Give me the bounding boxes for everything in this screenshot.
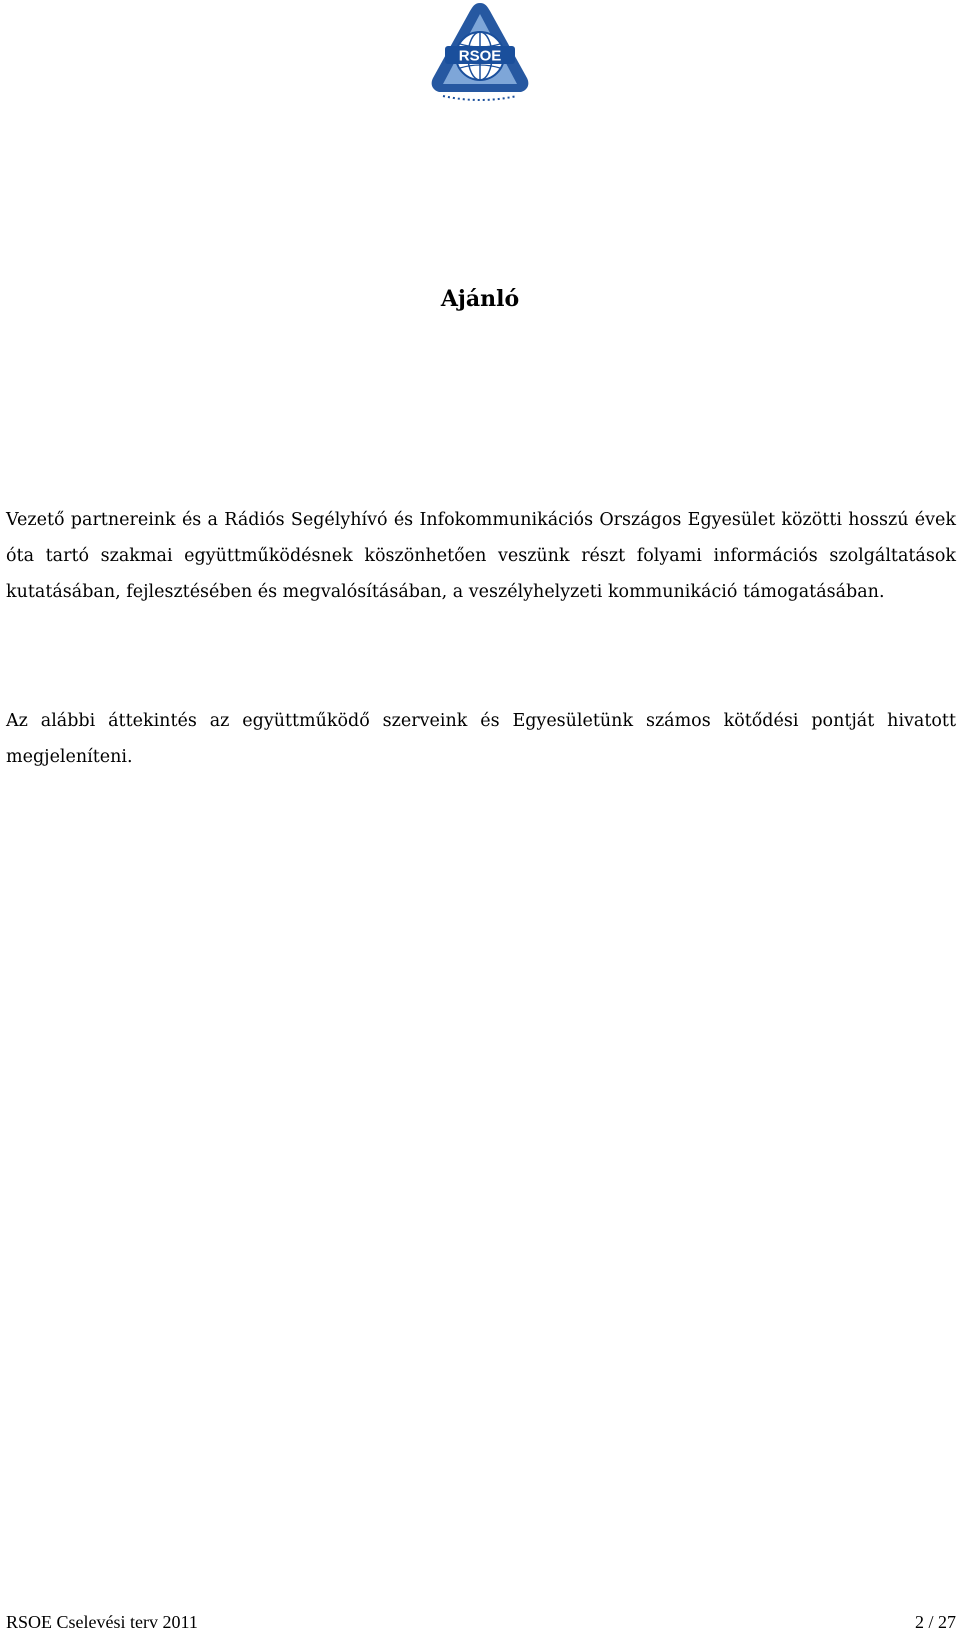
page-footer [6, 1610, 956, 1634]
rsoe-logo-icon [427, 0, 533, 104]
footer-page-number: 2 / 27 [914, 1612, 956, 1632]
paragraph-intro: Vezető partnereink és a Rádiós Segélyhívó és Infokommunikációs Országos Egyesület közötti hosszú évek óta tartó szakmai együttműködésnek köszönhetően veszünk részt folyami információs szolgáltatások kutatásában, fejlesztésében és megvalósításában, a veszélyhelyzeti kommunikáció támogatásában. [6, 510, 956, 602]
page-title: Ajánló [440, 286, 520, 312]
paragraph-overview: Az alábbi áttekintés az együttműködő szerveink és Egyesületünk számos kötődési pontját hivatott megjeleníteni. [6, 711, 956, 767]
logo-text: RSOE [458, 47, 502, 65]
footer-document-title: RSOE Cselevési terv 2011 [6, 1612, 198, 1632]
